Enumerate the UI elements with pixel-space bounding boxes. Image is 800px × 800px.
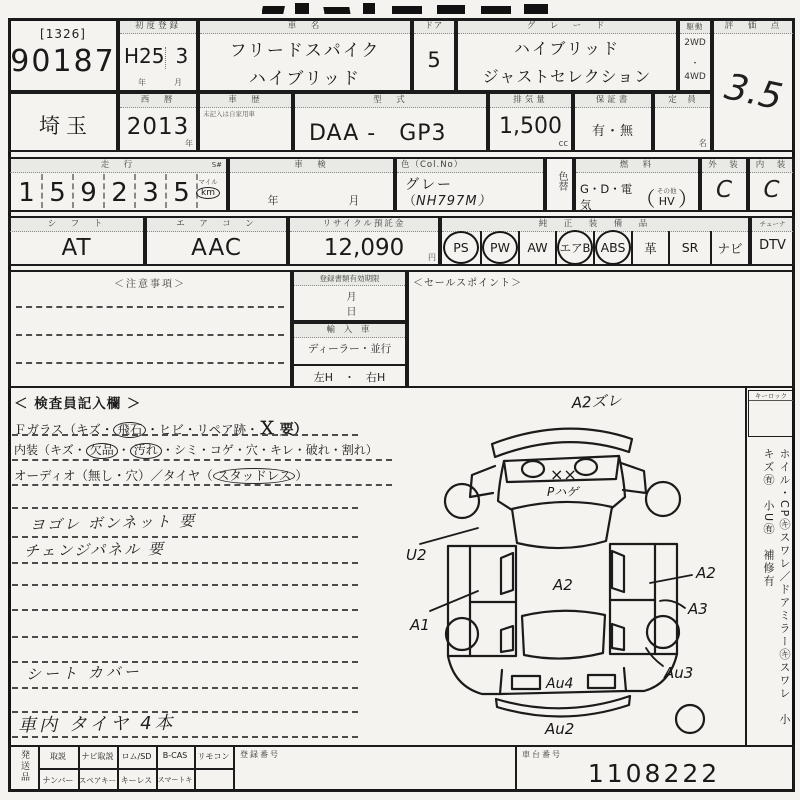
mile-label: マイル xyxy=(198,178,218,186)
dashed-line xyxy=(12,687,358,689)
year-unit: 年 xyxy=(185,139,193,148)
color-change-label: 色替 xyxy=(556,171,567,191)
fuel-label: 燃 料 xyxy=(619,160,655,170)
keylock-label: キーロック xyxy=(749,391,793,401)
fuel-hv-value: HV xyxy=(658,195,675,208)
doc-expiry-units: 月 日 xyxy=(346,292,437,318)
dashed-line xyxy=(16,334,284,336)
notice-title: ＜注意事項＞ xyxy=(114,279,186,290)
shift-value: AT xyxy=(61,235,92,261)
inspector-note: ヨゴレ ボンネット 要 xyxy=(29,511,197,535)
model-value: DAA - GP3 xyxy=(309,121,447,146)
inspector-note: 車内 タイヤ 4本 xyxy=(17,712,176,737)
sales-point-cell xyxy=(407,270,795,388)
car-name-line1: フリードスパイク xyxy=(229,41,381,61)
door-value: 5 xyxy=(427,48,441,72)
grade-line2: ジャストセレクション xyxy=(482,67,652,86)
recycle-label: リサイクル預託金 xyxy=(322,219,406,229)
interior-value: C xyxy=(763,177,780,203)
diagram-label-p-hage: Pハゲ xyxy=(547,485,579,499)
equipment-cell xyxy=(440,216,750,266)
mileage-cell xyxy=(8,157,228,212)
bottom-col-spare-key: スペアキー xyxy=(78,776,117,785)
dashed-line xyxy=(12,484,392,486)
bottom-grid xyxy=(8,745,795,792)
registration-number-label: 登録番号 xyxy=(240,750,280,759)
exterior-grade-cell xyxy=(700,157,748,212)
lot-cell xyxy=(8,18,118,92)
model-cell xyxy=(293,92,488,152)
equipment-label: 純 正 装 備 品 xyxy=(538,219,652,229)
first-registration-label: 初度登録 xyxy=(134,21,181,31)
color-change-cell xyxy=(545,157,574,212)
diagram-label-au4: Au4 xyxy=(546,676,574,692)
bottom-col-number-plate: ナンバー xyxy=(42,776,74,785)
shaken-cell xyxy=(228,157,395,212)
drive-cell xyxy=(678,18,712,92)
history-cell xyxy=(198,92,293,152)
fuel-paren-close: ） xyxy=(678,186,698,211)
model-label: 型 式 xyxy=(373,95,408,105)
history-label: 車 歴 xyxy=(228,95,263,105)
first-reg-era: H25 xyxy=(124,44,165,68)
shaken-label: 車 検 xyxy=(294,160,329,170)
bottom-col-smart-key: スマートキー xyxy=(157,776,193,794)
equip-pw: PW xyxy=(480,231,518,264)
circled-flying-stone: 飛石 xyxy=(113,422,146,438)
chassis-number-value: 1108222 xyxy=(587,759,721,788)
glass-x-mark: Ｘ xyxy=(258,419,276,439)
color-value: グレー xyxy=(405,177,453,193)
notice-cell xyxy=(8,270,292,388)
prefecture-cell xyxy=(8,92,118,152)
diagram-label-xx: ×× xyxy=(550,465,577,484)
diagram-label-u2: U2 xyxy=(406,546,427,564)
inspector-note: シート カバー xyxy=(25,662,143,684)
mileage-digit: 1 xyxy=(12,174,43,208)
exterior-value: C xyxy=(715,177,733,203)
recycle-unit: 円 xyxy=(428,253,436,262)
dashed-line xyxy=(16,306,284,308)
dashed-line xyxy=(12,636,358,638)
exterior-label: 外 装 xyxy=(708,160,740,170)
doc-expiry-cell xyxy=(292,270,437,322)
dashed-line xyxy=(12,507,358,509)
tuner-cell xyxy=(750,216,795,266)
dashed-line xyxy=(12,434,358,436)
interior-check-line: 内装（キズ・ 欠品 ・ 汚れ ・シミ・コゲ・穴・キレ・破れ・割れ） xyxy=(14,443,378,457)
keylock-box xyxy=(748,390,794,437)
import-car-cell xyxy=(292,322,407,388)
diagram-label-right-a3: A3 xyxy=(688,600,708,618)
warranty-label: 保証書 xyxy=(595,95,631,105)
diagram-label-au2: Au2 xyxy=(545,720,575,738)
displacement-value: 1,500 xyxy=(499,114,562,139)
import-dealer-parallel: ディーラー・並行 xyxy=(307,343,392,355)
first-reg-units: 年 月 xyxy=(138,78,192,87)
mileage-digit: 9 xyxy=(74,174,105,208)
inspector-note: チェンジパネル 要 xyxy=(23,539,166,561)
audio-tire-line: オーディオ（無し・穴）／タイヤ（ スタッドレス ） xyxy=(14,468,308,483)
equip-abs: ABS xyxy=(593,231,631,264)
glass-check-line: Ｆガラス（キズ・ 飛石 ・ヒビ・リペア跡・Ｘ 要） xyxy=(14,419,308,439)
equip-sr: SR xyxy=(668,231,710,264)
bottom-col-manual: 取説 xyxy=(50,752,66,761)
diagram-label-a1: A1 xyxy=(410,616,430,634)
equip-aw: AW xyxy=(518,231,555,264)
displacement-label: 排気量 xyxy=(513,95,548,105)
sidebar-column xyxy=(745,388,795,745)
car-name-cell xyxy=(198,18,412,92)
recycle-value: 12,090 xyxy=(323,235,405,261)
doc-expiry-label: 登録書類有効期限 xyxy=(319,274,380,283)
aircon-value: AAC xyxy=(191,235,242,261)
warranty-cell xyxy=(573,92,653,152)
diagram-label-a2zure: A2ズレ xyxy=(571,391,622,412)
grade-line1: ハイブリッド xyxy=(513,39,621,58)
door-cell xyxy=(412,18,456,92)
grade-label: グ レ ー ド xyxy=(526,21,608,31)
interior-grade-cell xyxy=(748,157,795,212)
score-label: 評 価 点 xyxy=(724,21,783,31)
fuel-other-label: その他 xyxy=(656,187,677,195)
shift-label: シ フ ト xyxy=(47,219,106,229)
door-label: ドア xyxy=(424,21,444,31)
lot-number: 90187 xyxy=(10,44,116,79)
import-car-label: 輸 入 車 xyxy=(326,325,373,335)
grade-cell xyxy=(456,18,678,92)
first-reg-month: 3 xyxy=(175,44,189,68)
cropped-title-marks xyxy=(262,0,592,14)
mileage-s-label: S# xyxy=(211,161,222,169)
dashed-line xyxy=(12,609,358,611)
chassis-number-label: 車台番号 xyxy=(522,750,562,759)
circled-missing-part: 欠品 xyxy=(86,443,118,459)
capacity-cell xyxy=(653,92,712,152)
dashed-line xyxy=(12,584,358,586)
first-registration-cell xyxy=(118,18,198,92)
mileage-digit: 3 xyxy=(136,174,167,208)
drive-2wd: 2WD xyxy=(684,38,706,48)
fuel-cell xyxy=(574,157,700,212)
circled-dirt: 汚れ xyxy=(130,443,162,459)
score-cell xyxy=(712,18,795,152)
drive-label: 駆動 xyxy=(686,22,704,31)
bottom-col-rom-sd: ロム/SD xyxy=(121,752,152,761)
dashed-line xyxy=(12,536,358,538)
mileage-digit: 2 xyxy=(105,174,136,208)
bottom-col-navi-manual: ナビ取説 xyxy=(81,752,114,761)
equip-leather: 革 xyxy=(631,231,668,264)
displacement-unit: cc xyxy=(558,139,568,149)
equip-navi: ナビ xyxy=(710,231,748,264)
dashed-line xyxy=(12,459,392,461)
equip-airbag: エアB xyxy=(555,231,593,264)
bottom-col-bcas: B-CAS xyxy=(162,751,188,760)
aircon-label: エ ア コ ン xyxy=(176,219,257,229)
car-damage-diagram xyxy=(400,388,745,743)
mileage-digits xyxy=(12,174,198,208)
equip-ps: PS xyxy=(442,231,480,264)
sidebar-vertical-note: ホイル・CP㋖スワレ／ドアミラー㋖スワレ 小キズ㊒ 小U㊒ 補修有 xyxy=(762,448,791,727)
tuner-value: DTV xyxy=(759,238,786,253)
warranty-value: 有・無 xyxy=(591,124,634,139)
color-code: NH797M） xyxy=(416,194,492,209)
year-value: 2013 xyxy=(126,114,190,140)
fuel-value: G・D・電気 xyxy=(580,182,633,212)
displacement-cell xyxy=(488,92,573,152)
diagram-label-roof-a2: A2 xyxy=(553,576,573,594)
color-cell xyxy=(395,157,545,212)
history-note: 未記入は自家用車 xyxy=(203,110,255,118)
color-label: 色（Col.No） xyxy=(401,160,464,170)
shipping-items-label: 発送品 xyxy=(19,750,29,783)
km-unit: km xyxy=(196,187,220,199)
car-name-label: 車 名 xyxy=(287,21,323,31)
circled-studless: スタッドレス xyxy=(213,468,296,484)
score-value: 3.5 xyxy=(721,66,786,119)
interior-label: 内 装 xyxy=(755,160,788,170)
import-lh-rh: 左H ・ 右H xyxy=(313,371,386,384)
inspector-title: ＜ 検査員記入欄 ＞ xyxy=(14,396,142,412)
recycle-fee-cell xyxy=(288,216,440,266)
mileage-digit: 5 xyxy=(167,174,198,208)
shift-cell xyxy=(8,216,145,266)
color-paren-open: （ xyxy=(403,194,417,209)
bottom-col-remote: リモコン xyxy=(197,752,230,761)
diagram-label-right-a2: A2 xyxy=(696,564,716,582)
bottom-col-keyless: キーレス xyxy=(120,776,153,785)
car-name-line2: ハイブリッド xyxy=(248,69,362,89)
drive-dot: ・ xyxy=(690,59,700,69)
tuner-label: チューナ xyxy=(759,220,786,228)
mileage-label: 走 行 xyxy=(100,160,136,170)
year-label: 西 暦 xyxy=(140,95,176,105)
shaken-units: 年 月 xyxy=(267,194,376,207)
year-cell xyxy=(118,92,198,152)
prefecture: 埼玉 xyxy=(39,114,93,138)
mileage-digit: 5 xyxy=(43,174,74,208)
diagram-label-au3: Au3 xyxy=(664,664,694,682)
capacity-unit: 名 xyxy=(698,139,707,149)
dashed-line xyxy=(12,562,358,564)
lot-bracket: [1326] xyxy=(40,27,86,41)
capacity-label: 定 員 xyxy=(668,95,697,105)
fuel-paren-open: （ xyxy=(635,186,656,211)
sales-point-title: ＜セールスポイント＞ xyxy=(413,278,523,289)
aircon-cell xyxy=(145,216,288,266)
drive-4wd: 4WD xyxy=(684,72,706,82)
dashed-line xyxy=(16,362,284,364)
